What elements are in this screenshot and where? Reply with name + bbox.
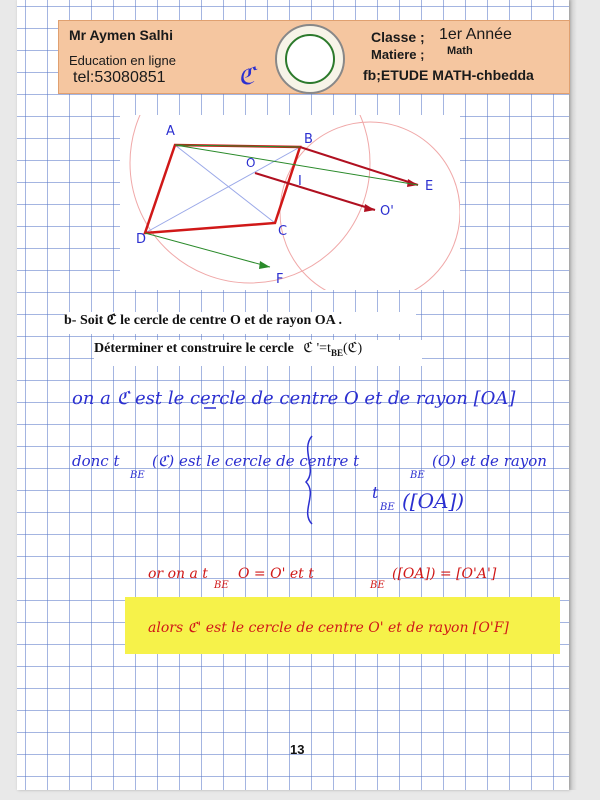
hw-line-4e: ([OA]) = [O'A'] [392,566,497,582]
task-prefix: Déterminer et construire le cercle [94,341,294,356]
hw-line-4a: or on a t [148,566,208,582]
subtitle: Education en ligne [69,53,176,68]
matiere-value: Math [447,45,473,57]
hw-line-3a: t [372,483,379,502]
hw-line-2b: BE [130,470,145,481]
hw-line-1: on a ℭ est le cercle de centre O et de rayon [OA] [72,388,516,409]
hw-line-4c: O = O' et t [238,566,314,582]
facebook-page: fb;ETUDE MATH-chbedda [363,67,534,83]
label-o: O [246,156,256,170]
hw-line-2d: BE [410,470,425,481]
brace-mark [306,436,312,524]
page-number: 13 [290,742,305,757]
hw-line-3c: ([OA]) [402,489,465,513]
hw-line-4b: BE [214,580,229,591]
hw-line-5: alors ℭ' est le cercle de centre O' et de rayon [O'F] [148,620,509,636]
matiere-label: Matiere ; [371,47,425,62]
label-a: A [166,124,175,139]
label-b: B [304,132,313,147]
teacher-name: Mr Aymen Salhi [69,27,173,43]
label-c: C [278,224,288,239]
classe-label: Classe ; [371,29,425,45]
script-c-mark: ℭ [238,62,255,90]
task-suffix: (ℭ) [342,341,363,356]
question-text: b- Soit ℭ le cercle de centre O et de rayon OA . [64,313,342,328]
hw-line-3b: BE [380,502,395,513]
hw-line-4d: BE [370,580,385,591]
label-o-prime: O' [380,204,394,219]
task-formula: ℭ '=t [303,341,331,356]
hw-line-2e: (O) et de rayon [432,452,547,470]
label-i: I [298,174,302,189]
label-e: E [425,179,434,194]
label-d: D [136,232,147,247]
hw-line-2c: (ℭ) est le cercle de centre t [152,452,360,470]
classe-value: 1er Année [439,26,512,43]
hw-line-2a: donc t [72,452,120,470]
task-sub: BE [330,347,343,358]
label-f: F [276,272,284,287]
phone: tel:53080851 [73,69,166,86]
